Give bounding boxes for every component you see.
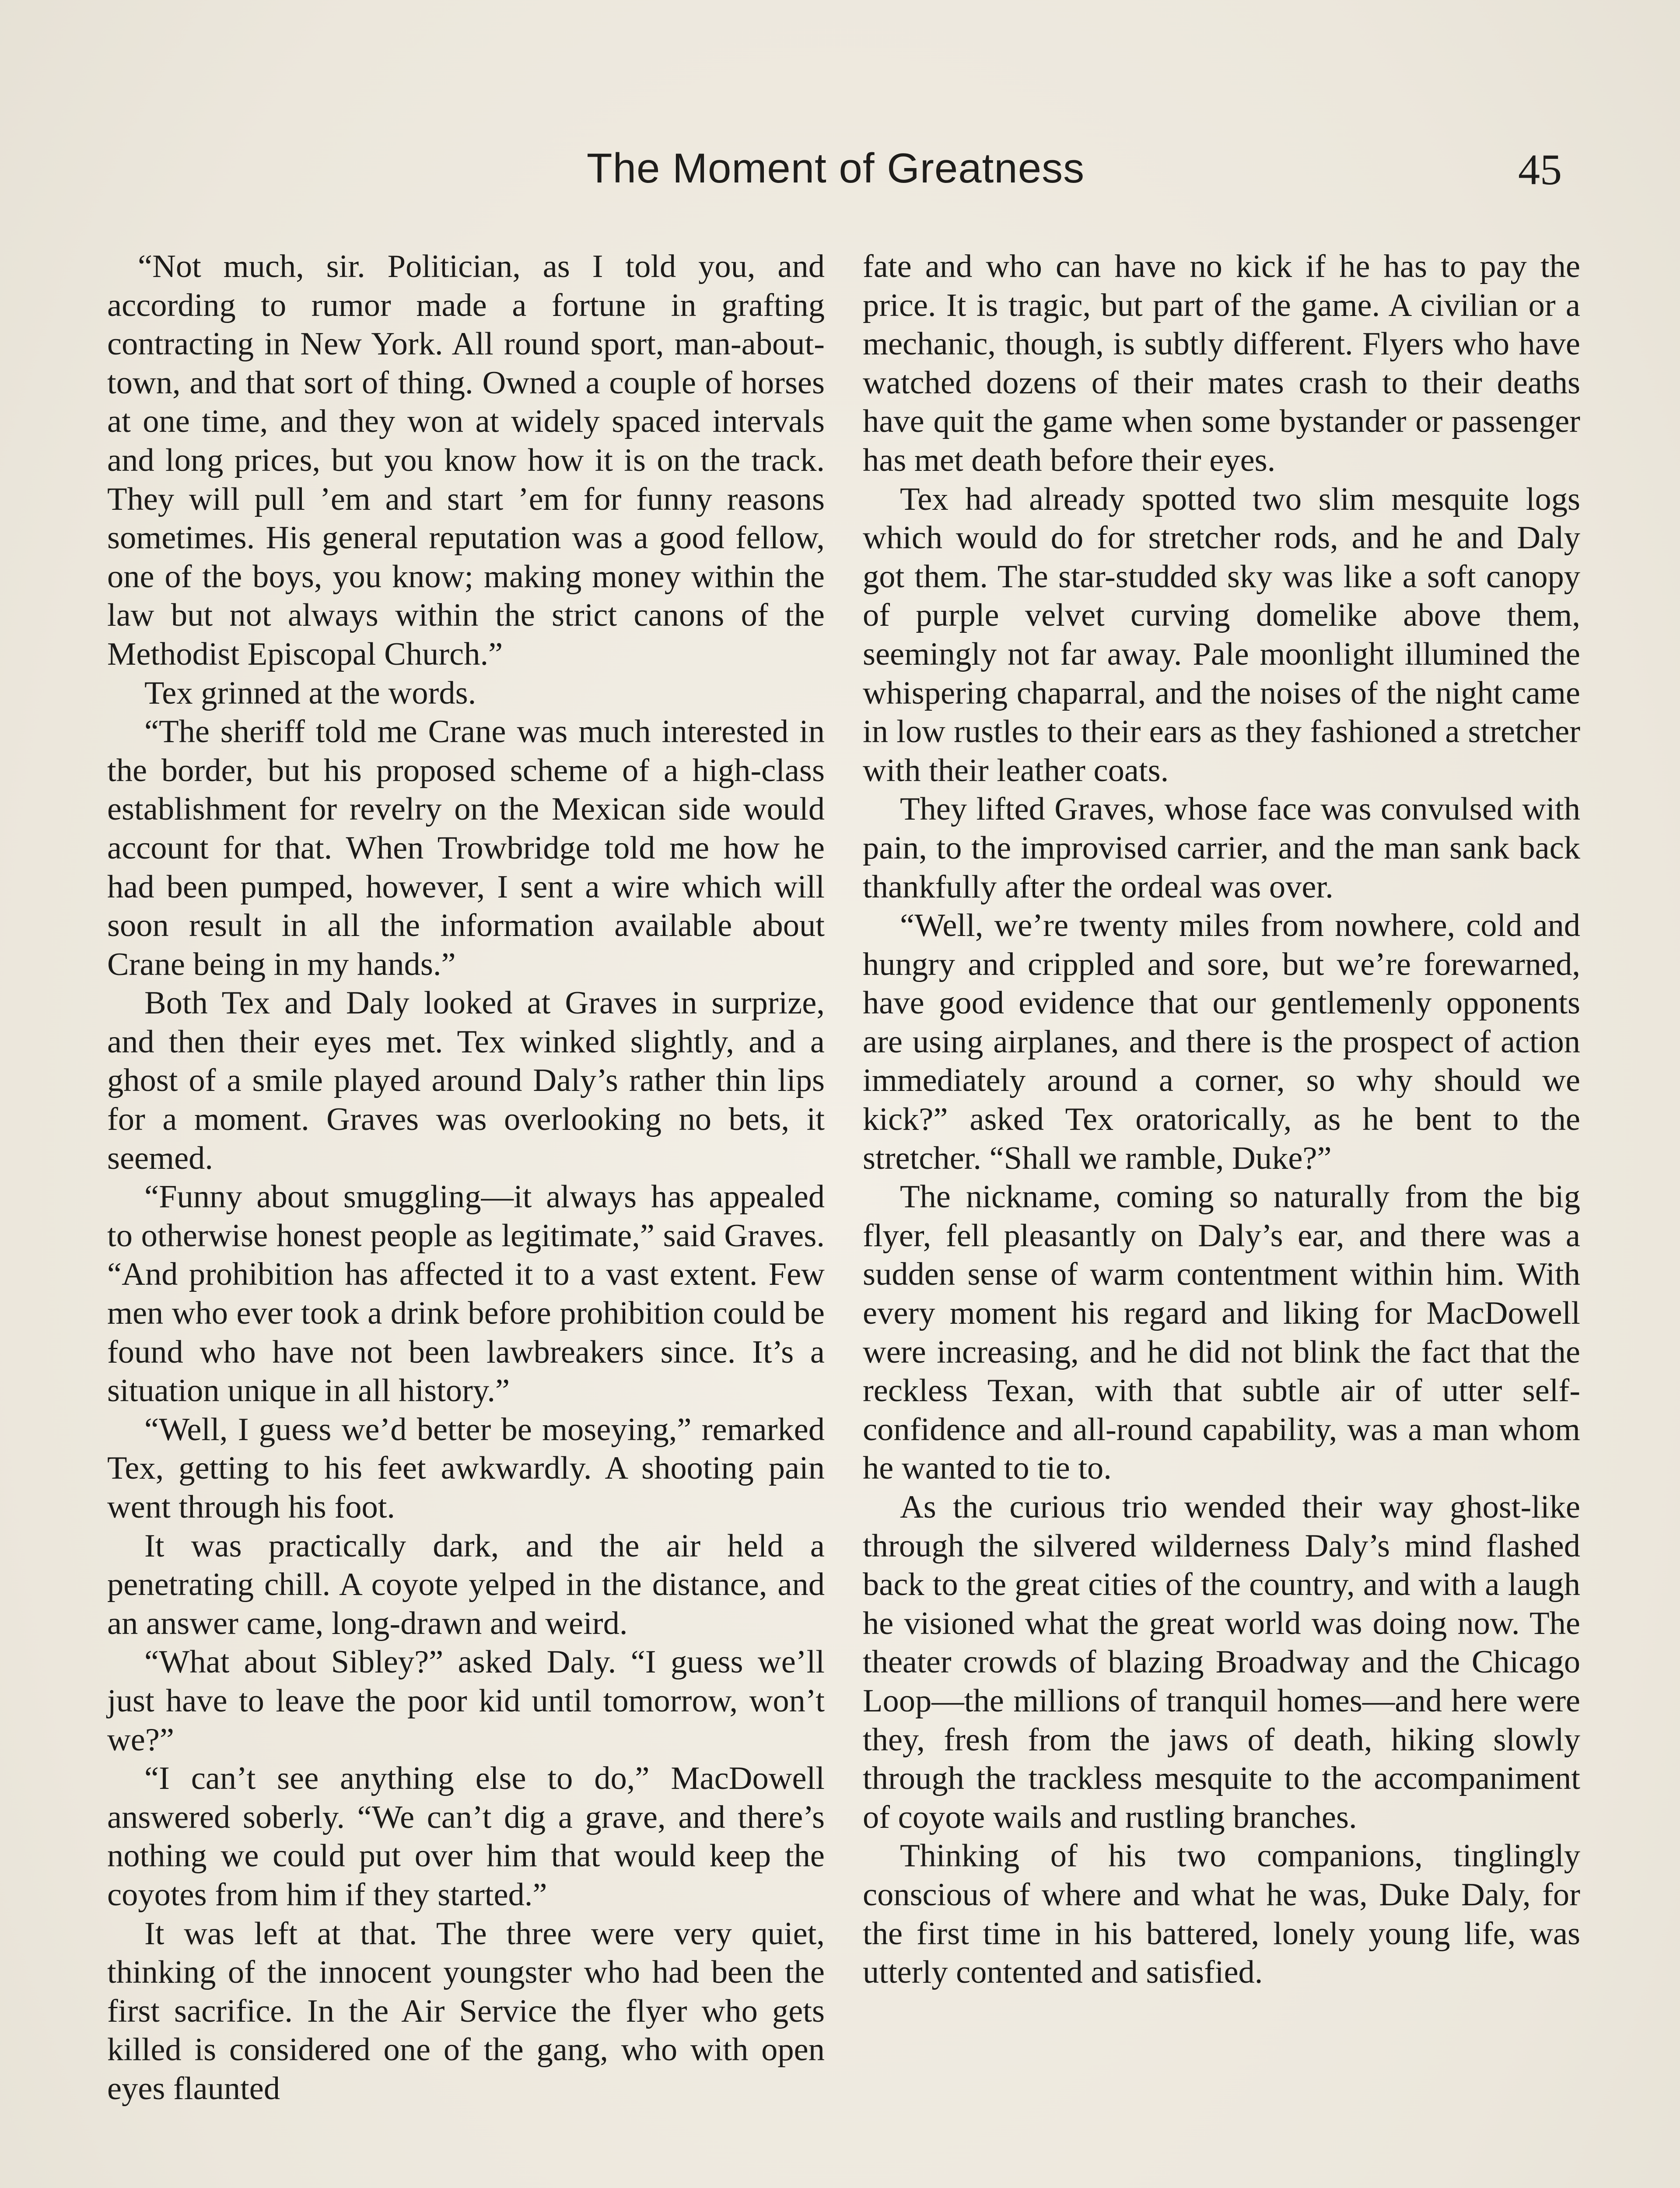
paragraph: They lifted Graves, whose face was convulsed with pain, to the improvised carrier, and the man sank back thankfully after the ordeal was over.	[863, 791, 1580, 905]
paragraph: It was practically dark, and the air held a penetrating chill. A coyote yelped in the distance, and an answer came, long-drawn and weird.	[107, 1528, 825, 1641]
paragraph: Both Tex and Daly looked at Graves in surprize, and then their eyes met. Tex winked slightly, and a ghost of a smile played around Daly’s rather thin lips for a moment. Graves was overlooking no bets, it seemed.	[107, 985, 825, 1176]
paragraph: As the curious trio wended their way ghost-like through the silvered wilderness Daly’s mind flashed back to the great cities of the country, and with a laugh he visioned what the great world was doing now. The theater crowds of blazing Broadway and the Chicago Loop—the millions of tranquil homes—and here were they, fresh from the jaws of death, hiking slowly through the trackless mesquite to the accompaniment of coyote wails and rustling branches.	[863, 1489, 1580, 1835]
right-column	[863, 247, 1580, 1992]
paragraph: Tex had already spotted two slim mesquite logs which would do for stretcher rods, and he and Daly got them. The star-studded sky was like a soft canopy of purple velvet curving domelike above them, seemingly not far away. Pale moonlight illumined the whispering chaparral, and the noises of the night came in low rustles to their ears as they fashioned a stretcher with their leather coats.	[863, 481, 1580, 789]
page-header	[101, 144, 1571, 197]
paragraph-continued: fate and who can have no kick if he has to pay the price. It is tragic, but part of the game. A civilian or a mechanic, though, is subtly different. Flyers who have watched dozens of their mates crash to their deaths have quit the game when some bystander or passenger has met death before their eyes.	[863, 249, 1580, 478]
paragraph: It was left at that. The three were very quiet, thinking of the innocent youngster who had been the first sacrifice. In the Air Service the flyer who gets killed is considered one of the gang, who with open eyes flaunted	[107, 1915, 825, 2107]
paragraph: Tex grinned at the words.	[144, 675, 476, 711]
paragraph: The nickname, coming so naturally from the big flyer, fell pleasantly on Daly’s ear, and there was a sudden sense of warm contentment within him. With every moment his regard and liking for MacDowell were increasing, and he did not blink the fact that the reckless Texan, with that subtle air of utter self-confidence and all-round capability, was a man whom he wanted to tie to.	[863, 1179, 1580, 1487]
paragraph: “The sheriff told me Crane was much interested in the border, but his proposed scheme of a high-class establishment for revelry on the Mexican side would account for that. When Trowbridge told me how he had been pumped, however, I sent a wire which will soon result in all the information available about Crane being in my hands.”	[107, 714, 825, 982]
paragraph: “Well, we’re twenty miles from nowhere, cold and hungry and crippled and sore, but we’re forewarned, have good evidence that our gentlemenly opponents are using airplanes, and there is the prospect of action immediately around a corner, so why should we kick?” asked Tex oratorically, as he bent to the stretcher. “Shall we ramble, Duke?”	[863, 908, 1580, 1176]
paragraph: “Well, I guess we’d better be moseying,” remarked Tex, getting to his feet awkwardly. A shooting pain went through his foot.	[107, 1411, 825, 1525]
paragraph: “I can’t see anything else to do,” MacDowell answered soberly. “We can’t dig a grave, and there’s nothing we could put over him that would keep the coyotes from him if they started.”	[107, 1760, 825, 1913]
paragraph: “Funny about smuggling—it always has appealed to otherwise honest people as legitimate,” said Graves. “And prohibition has affected it to a vast extent. Few men who ever took a drink before prohibition could be found who have not been lawbreakers since. It’s a situation unique in all history.”	[107, 1179, 825, 1409]
left-column	[107, 247, 825, 2108]
page-number: 45	[1518, 145, 1562, 194]
running-head: The Moment of Greatness	[586, 145, 1085, 192]
paragraph: Thinking of his two companions, tinglingly conscious of where and what he was, Duke Daly, for the first time in his battered, lonely young life, was utterly contented and satisfied.	[863, 1838, 1580, 1991]
paragraph: “Not much, sir. Politician, as I told you, and according to rumor made a fortune in grafting contracting in New York. All round sport, man-about-town, and that sort of thing. Owned a couple of horses at one time, and they won at widely spaced intervals and long prices, but you know how it is on the track. They will pull ’em and start ’em for funny reasons sometimes. His general reputation was a good fellow, one of the boys, you know; making money within the law but not always within the strict canons of the Methodist Episcopal Church.”	[107, 249, 825, 672]
paragraph: “What about Sibley?” asked Daly. “I guess we’ll just have to leave the poor kid until tomorrow, won’t we?”	[107, 1644, 825, 1758]
